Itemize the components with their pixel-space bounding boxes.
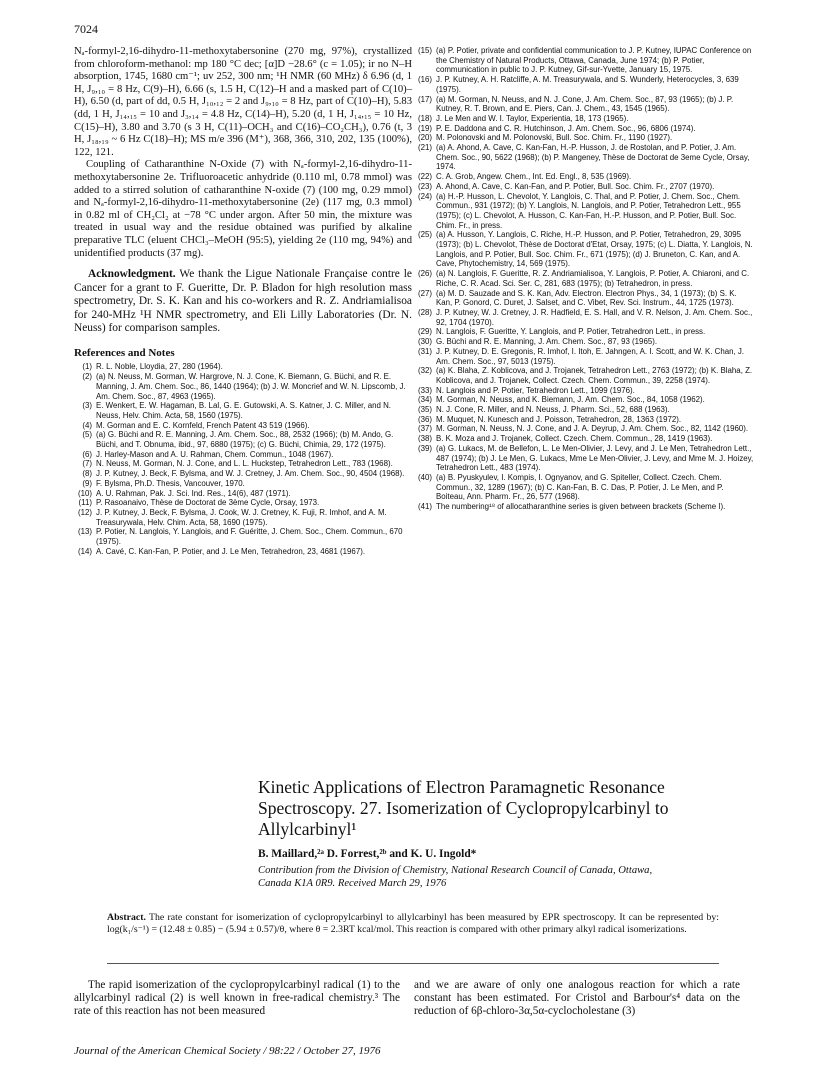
reference-text: J. Harley-Mason and A. U. Rahman, Chem. Commun., 1048 (1967). <box>96 449 334 459</box>
reference-number: (14) <box>77 546 92 556</box>
reference-number: (28) <box>417 307 432 317</box>
right-column <box>414 46 754 512</box>
reference-text: A. Ahond, A. Cave, C. Kan-Fan, and P. Potier, Bull. Soc. Chim. Fr., 2707 (1970). <box>436 181 715 191</box>
references-heading: References and Notes <box>74 347 175 360</box>
reference-item <box>414 386 754 396</box>
reference-text: J. P. Kutney, A. H. Ratcliffe, A. M. Treasurywala, and S. Wunderly, Heterocycles, 3, 639 (1975). <box>436 75 739 94</box>
reference-text: (a) N. Langlois, F. Gueritte, R. Z. Andriamialisoa, Y. Langlois, P. Potier, A. Chiaroni, and C. Riche, C. R. Acad. Sci. Ser. C, 281, 683 (1975); (b) Tetrahedron, in press. <box>436 269 750 288</box>
reference-number: (38) <box>417 434 432 444</box>
reference-item <box>414 114 754 124</box>
body-text-left: The rapid isomerization of the cyclopropylcarbinyl radical (1) to the allylcarbinyl radical (2) is well known in free-radical chemistry.³ The rate of this reaction has not been measured <box>74 979 400 1018</box>
acknowledgment-text: We thank the Ligue Nationale Française contre le Cancer for a grant to F. Gueritte, Dr. P. Bladon for high resolution mass spectrometry, Dr. S. K. Kan and his co-workers and R. Z. Andriamialisoa for 240-MHz ¹H NMR spectrometry, and Eli Lilly Laboratories (Dr. N. Neuss) for comparison samples. <box>74 268 412 335</box>
article-affiliation <box>258 864 678 890</box>
reference-text: (a) G. Büchi and R. E. Manning, J. Am. Chem. Soc., 88, 2532 (1966); (b) M. Ando, G. Büchi, and T. Obnuma, ibid., 97, 6880 (1975); (c) G. Büchi, Chimia, 29, 172 (1975). <box>96 430 394 450</box>
reference-number: (26) <box>417 269 432 279</box>
reference-item <box>414 473 754 502</box>
reference-text: M. Gorman, N. Neuss, N. J. Cone, and J. A. Deyrup, J. Am. Chem. Soc., 82, 1142 (1960). <box>436 424 749 434</box>
reference-number: (22) <box>417 172 432 182</box>
reference-item <box>414 424 754 434</box>
reference-item <box>414 269 754 288</box>
reference-number: (17) <box>417 94 432 104</box>
page-number: 7024 <box>74 22 98 36</box>
reference-number: (21) <box>417 143 432 153</box>
reference-number: (20) <box>417 133 432 143</box>
reference-text: G. Büchi and R. E. Manning, J. Am. Chem. Soc., 87, 93 (1965). <box>436 337 658 347</box>
reference-item <box>414 143 754 172</box>
reference-item <box>74 469 412 479</box>
reference-number: (34) <box>417 395 432 405</box>
reference-item <box>414 124 754 134</box>
reference-item <box>74 421 412 431</box>
reference-text: N. Neuss, M. Gorman, N. J. Cone, and L. L. Huckstep, Tetrahedron Lett., 783 (1968). <box>96 459 393 469</box>
reference-text: P. Potier, N. Langlois, Y. Langlois, and F. Guéritte, J. Chem. Soc., Chem. Commun., 670 (1975). <box>96 527 403 547</box>
experimental-paragraph: Coupling of Catharanthine N-Oxide (7) with Nₐ-formyl-2,16-dihydro-11-methoxytabersonine 2e. Trifluoroacetic anhydride (0.110 ml, 0.78 mmol) was added to a stirred solution of catharanthine N-oxide (7) (100 mg, 0.29 mmol) and Nₐ-formyl-2,16-dihydro-11-methoxytabersonine (2e) (117 mg, 0.3 mmol) in 0.82 ml of CH₂Cl₂ at −78 °C under argon. After 50 min, the mixture was treated in usual way and the residue obtained was purified by alkaline preparative TLC (eluent CHCl₃–MeOH (95:5), yielding 2e (110 mg, 94%) and unidentified products (37 mg). <box>74 159 412 259</box>
experimental-paragraph: Nₐ-formyl-2,16-dihydro-11-methoxytabersonine (270 mg, 97%), crystallized from chloroform-methanol: mp 180 °C dec; [α]D −28.6° (c = 1.05); ir no N–H absorption, 1745, 1680 cm⁻¹; uv 252, 300 nm; ¹H NMR (60 MHz) δ 6.96 (d, 1 H, J₉,₁₀ = 8 Hz, C(9)–H), 6.66 (s, 1.5 H, C(12)–H and a masked part of C(10)–H), 6.50 (d, part of dd, 0.5 H, J₁₀,₁₂ = 2 and J₉,₁₀ = 8 Hz, part of C(10)–H), 5.83 (dd, 1 H, J₁₄,₁₅ = 10 and J₃,₁₄ = 4.8 Hz, C(14)–H), 5.20 (d, 1 H, J₁₄,₁₅ = 10 Hz, C(15)–H), 3.80 and 3.70 (s 3 H, C(11)–OCH₃ and C(16)–CO₂CH₃), 0.76 (t, 3 H, J₁₈,₁₉ ~ 6 Hz C(18)–H); MS m/e 396 (M⁺), 368, 366, 310, 202, 135 (100%), 122, 121. <box>74 46 412 158</box>
reference-number: (10) <box>77 488 92 498</box>
reference-text: N. Langlois, F. Gueritte, Y. Langlois, and P. Potier, Tetrahedron Lett., in press. <box>436 327 706 337</box>
reference-text: (a) K. Blaha, Z. Koblicova, and J. Trojanek, Tetrahedron Lett., 2763 (1972); (b) K. Blaha, Z. Koblicova, and J. Trojanek, Collect. Czech. Chem. Commun., 39, 2258 (1974). <box>436 366 753 385</box>
reference-text: J. P. Kutney, D. E. Gregonis, R. Imhof, I. Itoh, E. Jahngen, A. I. Scott, and W. K. Chan, J. Am. Chem. Soc., 97, 5013 (1975). <box>436 346 745 366</box>
reference-number: (5) <box>82 430 92 440</box>
reference-item <box>74 401 412 420</box>
received-date: Received March 29, 1976 <box>337 878 447 889</box>
article-title: Kinetic Applications of Electron Paramagnetic Resonance Spectroscopy. 27. Isomerization of Cyclopropylcarbinyl to Allylcarbinyl¹ <box>258 777 669 839</box>
reference-item <box>414 230 754 269</box>
reference-list-right <box>414 46 754 512</box>
reference-item <box>74 479 412 489</box>
reference-number: (3) <box>82 401 92 411</box>
reference-number: (24) <box>417 191 432 201</box>
reference-item <box>74 430 412 449</box>
reference-item <box>414 192 754 231</box>
journal-footer: Journal of the American Chemical Society / 98:22 / October 27, 1976 <box>74 1045 381 1057</box>
reference-text: (a) H.-P. Husson, L. Chevolot, Y. Langlois, C. Thal, and P. Potier, J. Chem. Soc., Chem. Commun., 931 (1972); (b) Y. Langlois, N. Langlois, and P. Potier, Tetrahedron Lett., 955 (1975); (c) L. Chevolot, A. Husson, C. Kan-Fan, H.-P. Husson, and P. Potier, Bull. Soc. Chim. Fr., in press. <box>436 191 741 230</box>
reference-item <box>414 337 754 347</box>
reference-number: (2) <box>82 372 92 382</box>
article-authors: B. Maillard,²ᵃ D. Forrest,²ᵇ and K. U. Ingold* <box>258 848 477 860</box>
reference-item <box>74 508 412 527</box>
reference-text: A. U. Rahman, Pak. J. Sci. Ind. Res., 14(6), 487 (1971). <box>96 488 291 498</box>
reference-list-left <box>74 362 412 556</box>
reference-item <box>414 347 754 366</box>
reference-text: P. Rasoanaivo, Thèse de Doctorat de 3ème Cycle, Orsay, 1973. <box>96 498 320 508</box>
body-text-right: and we are aware of only one analogous reaction for which a rate constant has been estimated. For Cristol and Barbour's⁴ data on the reduction of 6β-chloro-3α,5α-cyclocholestane (3) <box>414 979 740 1018</box>
reference-number: (19) <box>417 123 432 133</box>
reference-item <box>414 133 754 143</box>
reference-number: (13) <box>77 527 92 537</box>
reference-item <box>74 450 412 460</box>
reference-item <box>414 172 754 182</box>
reference-text: J. P. Kutney, J. Beck, F. Bylsma, J. Cook, W. J. Cretney, K. Fuji, R. Imhof, and A. M. Treasurywala, Helv. Chim. Acta, 58, 1690 (1975). <box>96 508 387 527</box>
reference-text: C. A. Grob, Angew. Chem., Int. Ed. Engl., 8, 535 (1969). <box>436 172 632 182</box>
reference-number: (8) <box>82 469 92 479</box>
abstract-label: Abstract. <box>107 912 146 923</box>
reference-number: (9) <box>82 478 92 488</box>
reference-number: (11) <box>78 498 92 508</box>
reference-item <box>414 502 754 512</box>
reference-item <box>414 182 754 192</box>
reference-text: M. Gorman, N. Neuss, and K. Biemann, J. Am. Chem. Soc., 84, 1058 (1962). <box>436 395 705 405</box>
reference-item <box>414 75 754 94</box>
reference-text: F. Bylsma, Ph.D. Thesis, Vancouver, 1970. <box>96 478 245 488</box>
reference-item <box>414 95 754 114</box>
reference-number: (41) <box>417 502 432 512</box>
reference-number: (40) <box>417 472 432 482</box>
left-column <box>74 46 412 557</box>
reference-text: R. L. Noble, Lloydia, 27, 280 (1964). <box>96 362 223 372</box>
reference-number: (36) <box>417 414 432 424</box>
reference-text: B. K. Moza and J. Trojanek, Collect. Czech. Chem. Commun., 28, 1419 (1963). <box>436 434 713 444</box>
reference-number: (23) <box>417 181 432 191</box>
reference-text: E. Wenkert, E. W. Hagaman, B. Lal, G. E. Gutowski, A. S. Katner, J. C. Miller, and N. Neuss, Helv. Chim. Acta, 58, 1560 (1975). <box>96 401 391 420</box>
reference-number: (16) <box>417 75 432 85</box>
reference-item <box>74 489 412 499</box>
reference-item <box>414 308 754 327</box>
reference-text: A. Cavé, C. Kan-Fan, P. Potier, and J. Le Men, Tetrahedron, 23, 4681 (1967). <box>96 546 366 556</box>
reference-text: The numbering¹⁸ of allocatharanthine series is given between brackets (Scheme I). <box>436 502 726 512</box>
reference-item <box>74 498 412 508</box>
acknowledgment-heading: Acknowledgment. <box>88 268 176 281</box>
acknowledgment <box>74 268 412 336</box>
abstract-text: The rate constant for isomerization of cyclopropylcarbinyl to allylcarbinyl has been measured by EPR spectroscopy. It can be represented by: log(k₁/s⁻¹) = (12.48 ± 0.85) − (5.94 ± 0.57)/θ, where θ = 2.3RT kcal/mol. This reaction is compared with other primary alkyl radical isomerizations. <box>107 912 719 935</box>
reference-number: (25) <box>417 230 432 240</box>
reference-text: (a) B. Pyuskyulev, I. Kompis, I. Ognyanov, and G. Spiteller, Collect. Czech. Chem. Commun., 32, 1289 (1967); (b) C. Kan-Fan, B. C. Das, P. Potier, J. Le Men, and P. Boiteau, Ann. Pharm. Fr., 26, 577 (1968). <box>436 472 724 502</box>
reference-number: (31) <box>417 346 432 356</box>
reference-text: N. Langlois and P. Potier, Tetrahedron Lett., 1099 (1976). <box>436 385 635 395</box>
reference-number: (1) <box>82 362 92 372</box>
reference-number: (39) <box>417 443 432 453</box>
reference-text: J. Le Men and W. I. Taylor, Experientia, 18, 173 (1965). <box>436 113 629 123</box>
reference-text: M. Polonovski and M. Polonovski, Bull. Soc. Chim. Fr., 1190 (1927). <box>436 133 673 143</box>
reference-item <box>414 444 754 473</box>
reference-number: (12) <box>77 508 92 517</box>
reference-item <box>414 395 754 405</box>
reference-number: (6) <box>82 449 92 459</box>
reference-text: (a) M. Gorman, N. Neuss, and N. J. Cone, J. Am. Chem. Soc., 87, 93 (1965); (b) J. P. Kutney, R. T. Brown, and E. Piers, Can. J. Chem., 43, 1545 (1965). <box>436 94 734 114</box>
reference-text: (a) G. Lukacs, M. de Bellefon, L. Le Men-Olivier, J. Levy, and J. Le Men, Tetrahedron Lett., 487 (1974); (b) J. Le Men, G. Lukacs, Mme Le Men-Olivier, J. Levy, and Mme M. J. Hoizey, Tetrahedron Lett., 483 (1974). <box>436 443 754 473</box>
abstract <box>107 912 719 935</box>
reference-item <box>414 366 754 385</box>
reference-text: N. J. Cone, R. Miller, and N. Neuss, J. Pharm. Sci., 52, 688 (1963). <box>436 405 670 415</box>
reference-text: (a) M. D. Sauzade and S. K. Kan, Adv. Electron. Electron Phys., 34, 1 (1973); (b) S. K. Kan, P. Gonord, C. Duret, J. Salset, and C. Vibet, Rev. Sci. Instrum., 44, 1725 (1973). <box>436 288 737 308</box>
reference-number: (30) <box>417 337 432 347</box>
reference-text: J. P. Kutney, W. J. Cretney, J. R. Hadfield, E. S. Hall, and V. R. Nelson, J. Am. Chem. Soc., 92, 1704 (1970). <box>436 307 753 327</box>
reference-text: M. Gorman and E. C. Kornfeld, French Patent 43 519 (1966). <box>96 420 310 430</box>
reference-text: M. Muquet, N. Kunesch and J. Poisson, Tetrahedron, 28, 1363 (1972). <box>436 414 682 424</box>
affiliation-text: Contribution from the Division of Chemistry, National Research Council of Canada, Ottawa, Canada K1A 0R9. <box>258 865 653 889</box>
reference-number: (33) <box>417 385 432 395</box>
reference-number: (18) <box>417 113 432 123</box>
reference-text: (a) P. Potier, private and confidential communication to J. P. Kutney, IUPAC Conference on the Chemistry of Natural Products, Ottawa, Canada, June 1974; (b) P. Potier, communication in public to J. P. Kutney, Gif-sur-Yvette, January 15, 1975. <box>436 46 752 75</box>
reference-text: (a) A. Husson, Y. Langlois, C. Riche, H.-P. Husson, and P. Potier, Tetrahedron, 29, 3095 (1973); (b) L. Chevolot, Thèse de Doctorat d'Etat, Orsay, 1975; (c) L. Diatta, Y. Langlois, N. Langlois, and P. Potier, Bull. Soc. Chim. Fr., 671 (1975); (d) J. Bruneton, C. Kan, and A. Cave, Phytochemistry, 14, 569 (1975). <box>436 230 753 269</box>
abstract-divider <box>107 963 719 964</box>
reference-number: (15) <box>417 46 432 55</box>
reference-text: (a) A. Ahond, A. Cave, C. Kan-Fan, H.-P. Husson, J. de Rostolan, and P. Potier, J. Am. Chem. Soc., 90, 5622 (1968); (b) P. Mangeney, Thèse de Doctorat de 3eme Cycle, Orsay, 1974. <box>436 143 750 172</box>
reference-number: (32) <box>417 366 432 376</box>
reference-number: (7) <box>82 459 92 469</box>
reference-item <box>414 434 754 444</box>
reference-text: (a) N. Neuss, M. Gorman, W. Hargrove, N. J. Cone, K. Biemann, G. Büchi, and R. E. Manning, J. Am. Chem. Soc., 86, 1440 (1964); (b) J. W. Moncrief and W. N. Lipscomb, J. Am. Chem. Soc., 87, 4963 (1965). <box>96 372 406 401</box>
reference-number: (27) <box>417 288 432 298</box>
reference-number: (29) <box>417 327 432 337</box>
reference-text: J. P. Kutney, J. Beck, F. Bylsma, and W. J. Cretney, J. Am. Chem. Soc., 90, 4504 (1968). <box>96 469 405 479</box>
reference-number: (37) <box>417 424 432 434</box>
reference-item <box>74 372 412 401</box>
reference-item <box>74 459 412 469</box>
reference-item <box>414 46 754 75</box>
reference-item <box>74 527 412 546</box>
reference-item <box>414 289 754 308</box>
reference-text: P. E. Daddona and C. R. Hutchinson, J. Am. Chem. Soc., 96, 6806 (1974). <box>436 123 696 133</box>
reference-item <box>74 362 412 372</box>
reference-item <box>74 547 412 557</box>
experimental-section <box>74 46 412 260</box>
reference-number: (35) <box>417 405 432 415</box>
reference-number: (4) <box>82 420 92 430</box>
reference-item <box>414 405 754 415</box>
reference-item <box>414 327 754 337</box>
reference-item <box>414 415 754 425</box>
